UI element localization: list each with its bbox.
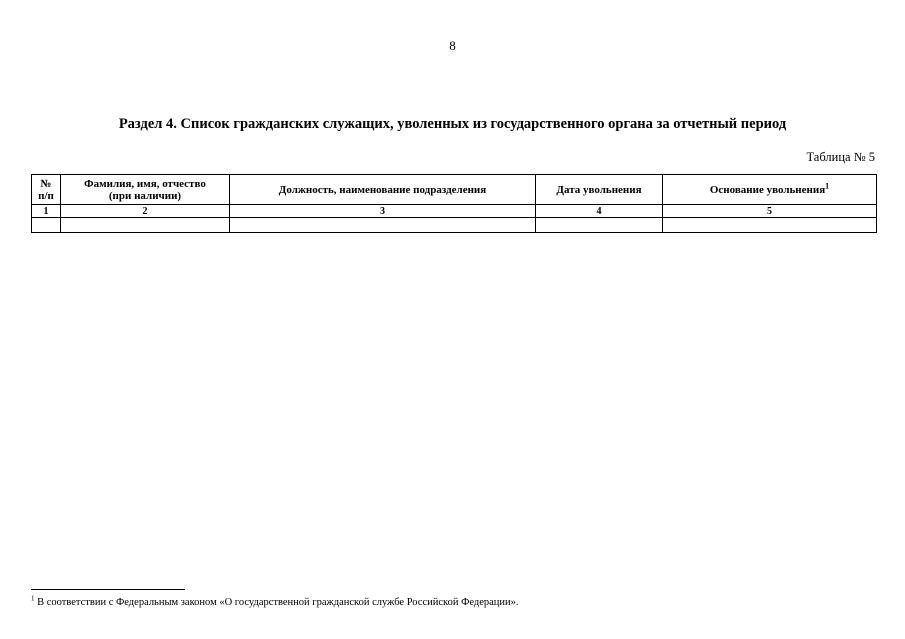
table-header-row (32, 175, 877, 205)
header-dismissal-date-label: Дата увольнения (556, 183, 642, 196)
table-cell (230, 218, 536, 233)
header-dismissal-reason-label: Основание увольнения (709, 183, 826, 196)
table-cell (663, 218, 877, 233)
header-number (32, 175, 61, 205)
header-number-line2: п/п (38, 189, 54, 202)
column-number: 5 (663, 205, 877, 218)
footnote-separator (31, 589, 185, 590)
column-number: 1 (32, 205, 61, 218)
header-full-name-line2: (при наличии) (108, 189, 182, 202)
table-cell (61, 218, 230, 233)
column-number-row (32, 205, 877, 218)
dismissed-employees-table (31, 174, 877, 233)
header-full-name (61, 175, 230, 205)
table-row (32, 218, 877, 233)
column-number: 4 (536, 205, 663, 218)
column-number: 3 (230, 205, 536, 218)
table-cell (32, 218, 61, 233)
header-footnote-ref: 1 (825, 180, 830, 190)
footnote-marker: 1 (31, 594, 35, 603)
page-number: 8 (449, 38, 456, 53)
header-number-line1: № (40, 177, 52, 190)
header-position (230, 175, 536, 205)
section-title: Раздел 4. Список гражданских служащих, уволенных из государственного органа за отчетный период (118, 116, 787, 132)
footnote (31, 594, 519, 608)
column-number: 2 (61, 205, 230, 218)
footnote-text: В соответствии с Федеральным законом «О государственной гражданской службе Российской Федерации». (37, 597, 519, 608)
header-position-label: Должность, наименование подразделения (278, 183, 487, 196)
header-full-name-line1: Фамилия, имя, отчество (84, 177, 206, 190)
header-dismissal-reason (663, 175, 877, 205)
table-label: Таблица № 5 (806, 150, 875, 164)
table-cell (536, 218, 663, 233)
header-dismissal-date (536, 175, 663, 205)
